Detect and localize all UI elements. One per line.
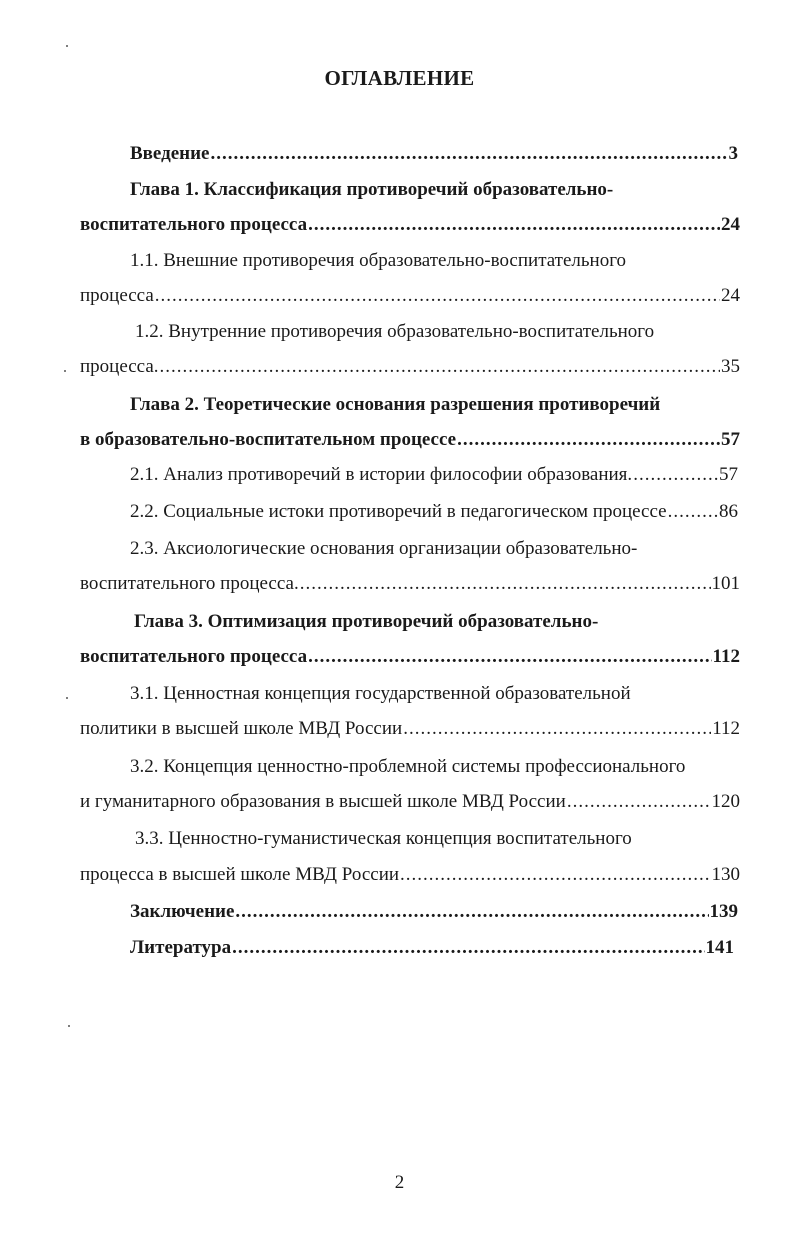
toc-entry-section-3-2: [80, 790, 740, 814]
toc-entry-label: воспитательного процесса: [80, 646, 308, 667]
toc-entry-label: в образовательно-воспитательном процессе: [80, 429, 457, 450]
toc-page-number: 139: [709, 901, 738, 922]
toc-page-number: 57: [719, 464, 738, 485]
toc-entry-label: Литература: [130, 937, 232, 958]
toc-page-number: 86: [719, 501, 738, 522]
toc-entry-label: процесса: [80, 285, 154, 306]
toc-entry-section-2-3: [80, 572, 740, 596]
toc-entry-chapter-2: [80, 428, 740, 452]
toc-leader-dots: [668, 500, 718, 524]
toc-page-number: 3: [728, 143, 738, 164]
page-number: 2: [394, 1172, 405, 1193]
toc-section-1-1-line1: 1.1. Внешние противоречия образовательно-воспитательного: [130, 250, 627, 271]
toc-entry-section-2-1: [130, 463, 738, 487]
toc-leader-dots: [160, 355, 720, 379]
toc-entry-label: 2.1. Анализ противоречий в истории философии образования.: [130, 464, 633, 485]
toc-entry-label: Введение: [130, 143, 210, 164]
toc-entry-chapter-3: [80, 645, 740, 669]
toc-leader-dots: [567, 790, 711, 814]
toc-entry-label: процесса в высшей школе МВД России: [80, 864, 400, 885]
toc-page-number: 24: [721, 285, 740, 306]
toc-entry-label: политики в высшей школе МВД России: [80, 718, 403, 739]
scan-speck: [68, 1025, 70, 1027]
toc-section-3-2-line1: 3.2. Концепция ценностно-проблемной системы профессионального: [130, 756, 686, 777]
toc-section-3-1-line1: 3.1. Ценностная концепция государственной образовательной: [130, 683, 631, 704]
scan-speck: [64, 370, 66, 372]
toc-entry-section-2-2: [130, 500, 738, 524]
toc-leader-dots: [232, 936, 704, 960]
toc-section-3-3-line1: 3.3. Ценностно-гуманистическая концепция воспитательного: [135, 828, 632, 849]
toc-page-number: 112: [712, 718, 740, 739]
toc-section-1-2-line1: 1.2. Внутренние противоречия образовательно-воспитательного: [135, 321, 655, 342]
toc-page-number: 24: [721, 214, 740, 235]
toc-entry-chapter-1: [80, 213, 740, 237]
toc-entry-intro: [130, 142, 738, 166]
toc-section-2-3-line1: 2.3. Аксиологические основания организации образовательно-: [130, 538, 638, 559]
toc-entry-label: воспитательного процесса: [80, 214, 308, 235]
toc-leader-dots: [308, 213, 720, 237]
toc-entry-label: воспитательного процесса.: [80, 573, 299, 594]
toc-page-number: 141: [705, 937, 734, 958]
toc-leader-dots: [235, 900, 708, 924]
toc-leader-dots: [308, 645, 711, 669]
toc-chapter-2-line1: Глава 2. Теоретические основания разрешения противоречий: [130, 394, 661, 415]
toc-page-number: 57: [721, 429, 740, 450]
toc-leader-dots: [300, 572, 711, 596]
toc-leader-dots: [400, 863, 710, 887]
toc-entry-section-3-1: [80, 717, 740, 741]
toc-page-number: 35: [721, 356, 740, 377]
toc-page-number: 112: [712, 646, 740, 667]
toc-entry-section-1-2: [80, 355, 740, 379]
toc-leader-dots: [155, 284, 720, 308]
toc-entry-literature: [130, 936, 734, 960]
toc-entry-label: 2.2. Социальные истоки противоречий в педагогическом процессе: [130, 501, 667, 522]
toc-page-number: 120: [711, 791, 740, 812]
scan-speck: [66, 697, 68, 699]
toc-entry-section-1-1: [80, 284, 740, 308]
toc-leader-dots: [403, 717, 711, 741]
toc-entry-label: и гуманитарного образования в высшей школе МВД России: [80, 791, 566, 812]
toc-page-number: 130: [711, 864, 740, 885]
toc-leader-dots: [211, 142, 728, 166]
toc-leader-dots: [457, 428, 720, 452]
toc-leader-dots: [633, 463, 718, 487]
page-title: ОГЛАВЛЕНИЕ: [324, 66, 475, 90]
toc-chapter-3-line1: Глава 3. Оптимизация противоречий образовательно-: [134, 611, 599, 632]
toc-chapter-1-line1: Глава 1. Классификация противоречий образовательно-: [130, 179, 614, 200]
toc-entry-label: процесса.: [80, 356, 159, 377]
scan-speck: [66, 45, 68, 47]
toc-page-number: 101: [711, 573, 740, 594]
toc-entry-conclusion: [130, 900, 738, 924]
toc-entry-label: Заключение: [130, 901, 235, 922]
toc-entry-section-3-3: [80, 863, 740, 887]
